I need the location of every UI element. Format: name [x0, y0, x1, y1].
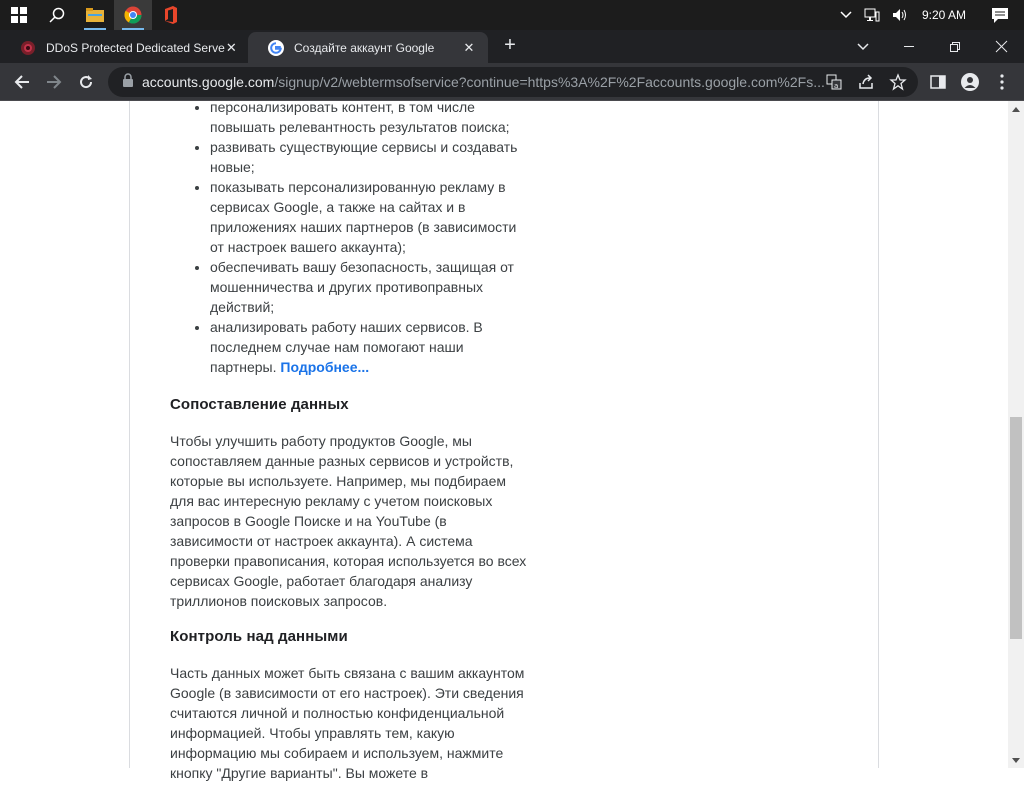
chrome-menu-icon[interactable] [988, 68, 1016, 96]
purpose-list [170, 97, 530, 377]
new-tab-button[interactable]: + [504, 33, 516, 56]
browser-toolbar [0, 63, 1024, 101]
tab-ddos[interactable] [0, 32, 248, 63]
close-window-icon[interactable] [978, 30, 1024, 63]
system-tray [834, 0, 1024, 30]
url-path: /signup/v2/webtermsofservice?continue=https%3A%2F%2Faccounts.google.com%2Fs... [274, 74, 825, 90]
more-info-link[interactable]: Подробнее... [280, 359, 370, 375]
list-item-text: анализировать работу наших сервисов. В последнем случае нам помогают наши партнеры. [210, 319, 483, 375]
page-scrollbar[interactable] [1008, 101, 1024, 768]
back-icon[interactable] [8, 68, 36, 96]
chrome-taskbar-icon[interactable] [114, 0, 152, 30]
chevron-up-icon[interactable] [834, 0, 858, 30]
minimize-icon[interactable] [886, 30, 932, 63]
search-icon[interactable] [38, 0, 76, 30]
address-bar[interactable] [108, 67, 918, 97]
list-item [210, 317, 530, 377]
url-host: accounts.google.com [142, 74, 275, 90]
office-icon[interactable] [152, 0, 190, 30]
close-tab-icon[interactable]: ✕ [225, 39, 237, 55]
side-panel-icon[interactable] [924, 68, 952, 96]
tab-label: Создайте аккаунт Google [294, 40, 435, 55]
lock-icon[interactable] [122, 73, 134, 92]
restore-icon[interactable] [932, 30, 978, 63]
svg-text:a: a [834, 82, 839, 90]
section-text-data-matching: Чтобы улучшить работу продуктов Google, мы сопоставляем данные разных сервисов и устройств, которые вы используете. Например, мы подбираем для вас интересную рекламу с учетом поисковых запросов в Google Поиске и на YouTube (в зависимости от настроек аккаунта). А система проверки правописания, которая используется во всех сервисах Google, работает благодаря анализу триллионов поисковых запросов. [170, 433, 527, 609]
close-tab-icon[interactable]: ✕ [463, 39, 475, 55]
reload-icon[interactable] [72, 68, 100, 96]
windows-start-icon[interactable] [0, 0, 38, 30]
section-title-data-control: Контроль над данными [170, 628, 348, 645]
section-title-data-matching: Сопоставление данных [170, 396, 349, 413]
windows-taskbar [0, 0, 1024, 30]
google-favicon-icon [268, 40, 284, 56]
scrollbar-thumb[interactable] [1010, 417, 1022, 639]
ddos-favicon-icon [20, 40, 36, 56]
list-item: • обеспечивать вашу безопасность, защищая от мошенничества и других противоправных действий; [210, 257, 530, 317]
forward-icon[interactable] [40, 68, 68, 96]
file-explorer-icon[interactable] [76, 0, 114, 30]
bookmark-star-icon[interactable] [888, 72, 908, 92]
volume-icon[interactable] [886, 0, 914, 30]
profile-avatar-icon[interactable] [956, 68, 984, 96]
share-icon[interactable] [856, 72, 876, 92]
tab-google-signup[interactable] [248, 32, 488, 63]
url-text [142, 74, 825, 90]
page-viewport [0, 99, 1008, 781]
tab-label: DDoS Protected Dedicated Serve [46, 40, 225, 55]
list-item: • развивать существующие сервисы и создавать новые; [210, 137, 530, 177]
taskbar-clock[interactable]: 9:20 AM [921, 8, 966, 22]
terms-content [170, 97, 530, 799]
list-item: • персонализировать контент, в том числе повышать релевантность результатов поиска; [210, 97, 530, 137]
notifications-icon[interactable] [986, 0, 1024, 30]
translate-icon[interactable] [824, 72, 844, 92]
section-text-data-control: Часть данных может быть связана с вашим аккаунтом Google (в зависимости от его настроек). Эти сведения считаются личной и полностью конфиденциальной информацией. Чтобы управлять тем, какую информацию мы собираем и используем, нажмите кнопку "Другие варианты". Вы можете в [170, 665, 525, 781]
scroll-down-icon[interactable] [1008, 752, 1024, 768]
tab-search-icon[interactable] [840, 30, 886, 63]
list-item: • показывать персонализированную рекламу в сервисах Google, а также на сайтах и в приложениях наших партнеров (в зависимости от настроек вашего аккаунта); [210, 177, 530, 257]
network-icon[interactable] [858, 0, 886, 30]
terms-card [129, 99, 879, 781]
scroll-up-icon[interactable] [1008, 101, 1024, 117]
